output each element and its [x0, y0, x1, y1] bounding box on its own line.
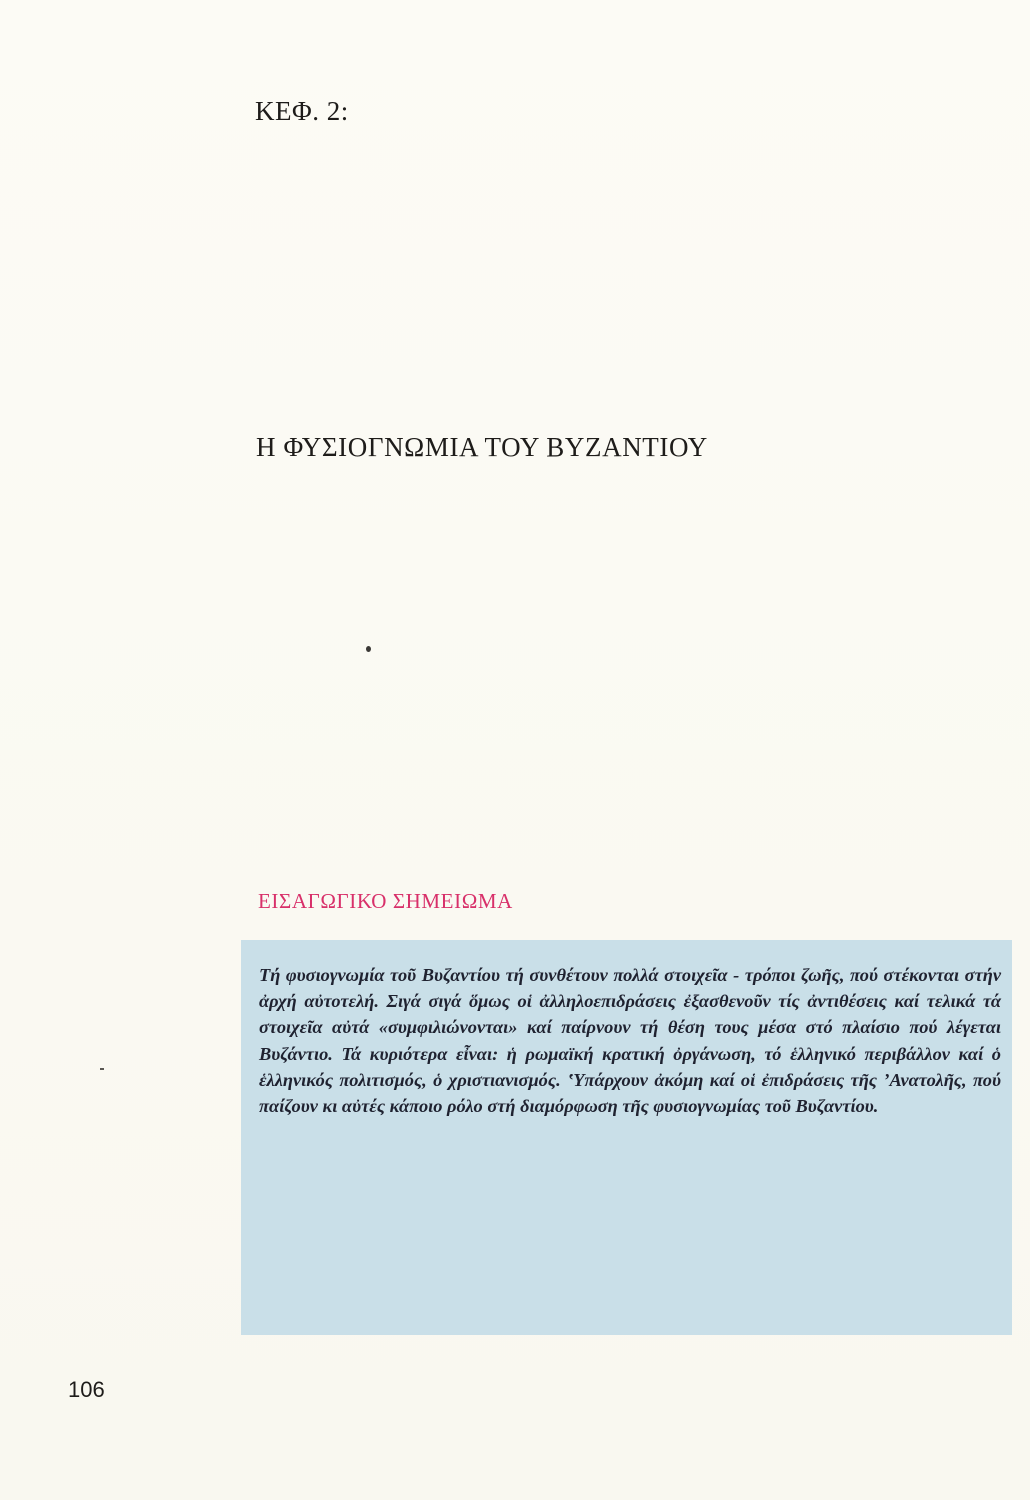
print-speck: [366, 646, 371, 652]
intro-note-text: Τή φυσιογνωμία τοῦ Βυζαντίου τή συνθέτουν πολλά στοιχεῖα - τρόποι ζωῆς, πού στέκονται στήν ἀρχή αὐτοτελή. Σιγά σιγά ὅμως οἱ ἀλληλοεπιδράσεις ἐξασθενοῦν τίς ἀντιθέσεις καί τελικά τά στοιχεῖα αὐτά «συμφιλιώνονται» καί παίρνουν τή θέση τους μέσα στό πλαίσιο πού λέγεται Βυζάντιο. Τά κυριότερα εἶναι: ἡ ρωμαϊκή κρατική ὀργάνωση, τό ἑλληνικό περιβάλλον καί ὁ ἑλληνικός πολιτισμός, ὁ χριστιανισμός. ʽΥπάρχουν ἀκόμη καί οἱ ἐπιδράσεις τῆς ʼΑνατολῆς, πού παίζουν κι αὐτές κάποιο ρόλο στή διαμόρφωση τῆς φυσιογνωμίας τοῦ Βυζαντίου.: [259, 965, 1001, 1117]
print-speck: [100, 1068, 104, 1070]
section-heading: ΕΙΣΑΓΩΓΙΚΟ ΣΗΜΕΙΩΜΑ: [258, 889, 513, 913]
page-number: 106: [68, 1377, 105, 1402]
chapter-label: ΚΕΦ. 2:: [255, 96, 349, 126]
chapter-title: Η ΦΥΣΙΟΓΝΩΜΙΑ ΤΟΥ ΒΥΖΑΝΤΙΟΥ: [256, 432, 708, 462]
intro-note-box: [241, 940, 1012, 1335]
